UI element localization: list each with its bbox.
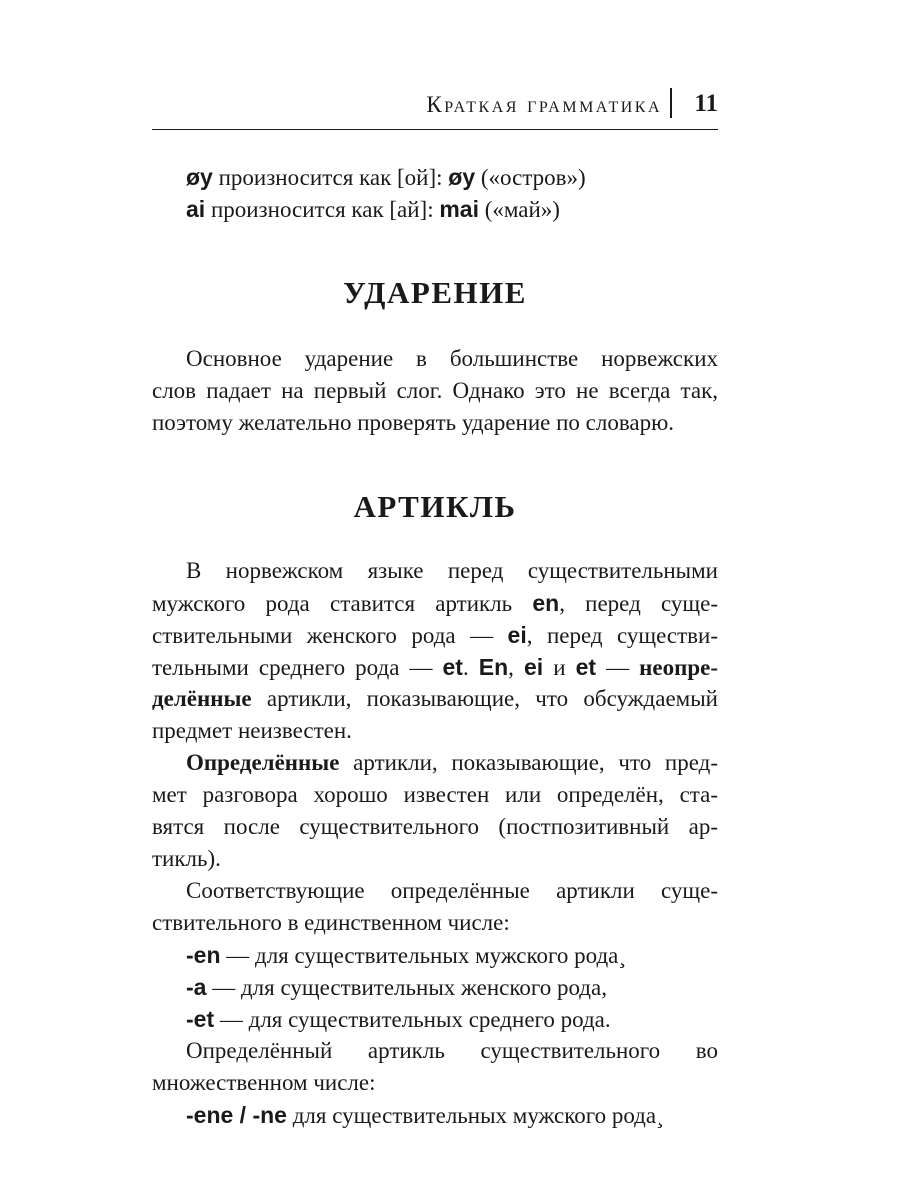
article-ei: ei [523, 654, 544, 680]
stress-line-1: Основное ударение в большинстве норвежских [186, 346, 718, 371]
plural-item-ene [152, 1100, 718, 1131]
article-p1-line-1: В норвежском языке перед существительными [186, 558, 718, 583]
text-run: — для существительных среднего рода. [214, 1007, 611, 1032]
example-gloss: («остров») [475, 165, 586, 190]
text-run: , перед суще- [559, 591, 718, 616]
text-run: артикли, показывающие, что пред- [339, 750, 718, 775]
text-run: . [462, 655, 479, 680]
article-p3-line-1: Соответствующие определённые артикли суще- [186, 878, 718, 903]
suffix: -en [186, 942, 221, 968]
term-indefinite: делённые [152, 686, 252, 711]
text-run: тельными среднего рода — [152, 655, 443, 680]
header-separator [670, 88, 672, 118]
article-p1-line-3 [152, 620, 718, 651]
article-p2-line-2: мет разговора хорошо известен или определён, ста- [152, 782, 718, 807]
pronunciation-text: произносится как [ой]: [212, 165, 449, 190]
singular-item-a [152, 972, 718, 1003]
article-ei: ei [507, 622, 527, 648]
term-definite: Определённые [186, 750, 340, 775]
article-p2-line-4: тикль). [152, 846, 221, 871]
text-run: для существительных мужского рода¸ [286, 1103, 664, 1128]
pronunciation-line-ai [152, 194, 718, 225]
suffix: -a [186, 974, 207, 1000]
text-run: , [508, 655, 524, 680]
article-et: et [442, 654, 463, 680]
suffix: -ene / -ne [186, 1102, 287, 1128]
text-run: мужского рода ставится артикль [152, 591, 533, 616]
article-en-cap: En [478, 654, 509, 680]
pronunciation-line-oy [152, 162, 718, 193]
text-run: и [543, 655, 576, 680]
heading-stress: УДАРЕНИЕ [343, 275, 527, 310]
text-run: , перед существи- [526, 623, 719, 648]
example-word: mai [439, 196, 479, 222]
letter-term: øy [186, 164, 213, 190]
header-rule [152, 129, 718, 131]
article-en: en [532, 590, 560, 616]
text-run: — [596, 655, 640, 680]
text-run: — для существительных мужского рода¸ [220, 943, 627, 968]
article-p1-line-5 [152, 684, 718, 714]
text-run: артикли, показывающие, что обсуждаемый [251, 686, 718, 711]
running-header [152, 86, 718, 130]
singular-item-et [152, 1004, 718, 1035]
article-et: et [575, 654, 597, 680]
example-word: øy [448, 164, 476, 190]
article-p4-line-1: Определённый артикль существительного во [186, 1038, 718, 1063]
page-number: 11 [694, 90, 718, 117]
article-p1-line-2 [152, 588, 718, 619]
article-p1-line-6: предмет неизвестен. [152, 718, 352, 743]
article-p3-line-2: ствительного в единственном числе: [152, 910, 510, 935]
stress-line-3: поэтому желательно проверять ударение по словарю. [152, 410, 675, 435]
text-run: — для существительных женского рода, [206, 975, 607, 1000]
example-gloss: («май») [478, 197, 560, 222]
stress-line-2: слов падает на первый слог. Однако это не всегда так, [152, 378, 718, 403]
singular-item-en [152, 940, 718, 971]
text-run: ствительными женского рода — [152, 623, 508, 648]
article-p2-line-3: вятся после существительного (постпозитивный ар- [152, 814, 718, 839]
pronunciation-text: произносится как [ай]: [205, 197, 440, 222]
suffix: -et [186, 1006, 215, 1032]
article-p1-line-4 [152, 652, 718, 683]
letter-term: ai [186, 196, 206, 222]
heading-article: АРТИКЛЬ [353, 489, 517, 524]
header-title: Краткая грамматика [426, 92, 662, 117]
article-p2-line-1 [152, 748, 718, 778]
term-indefinite: неопре- [639, 655, 719, 680]
article-p4-line-2: множественном числе: [152, 1070, 376, 1095]
